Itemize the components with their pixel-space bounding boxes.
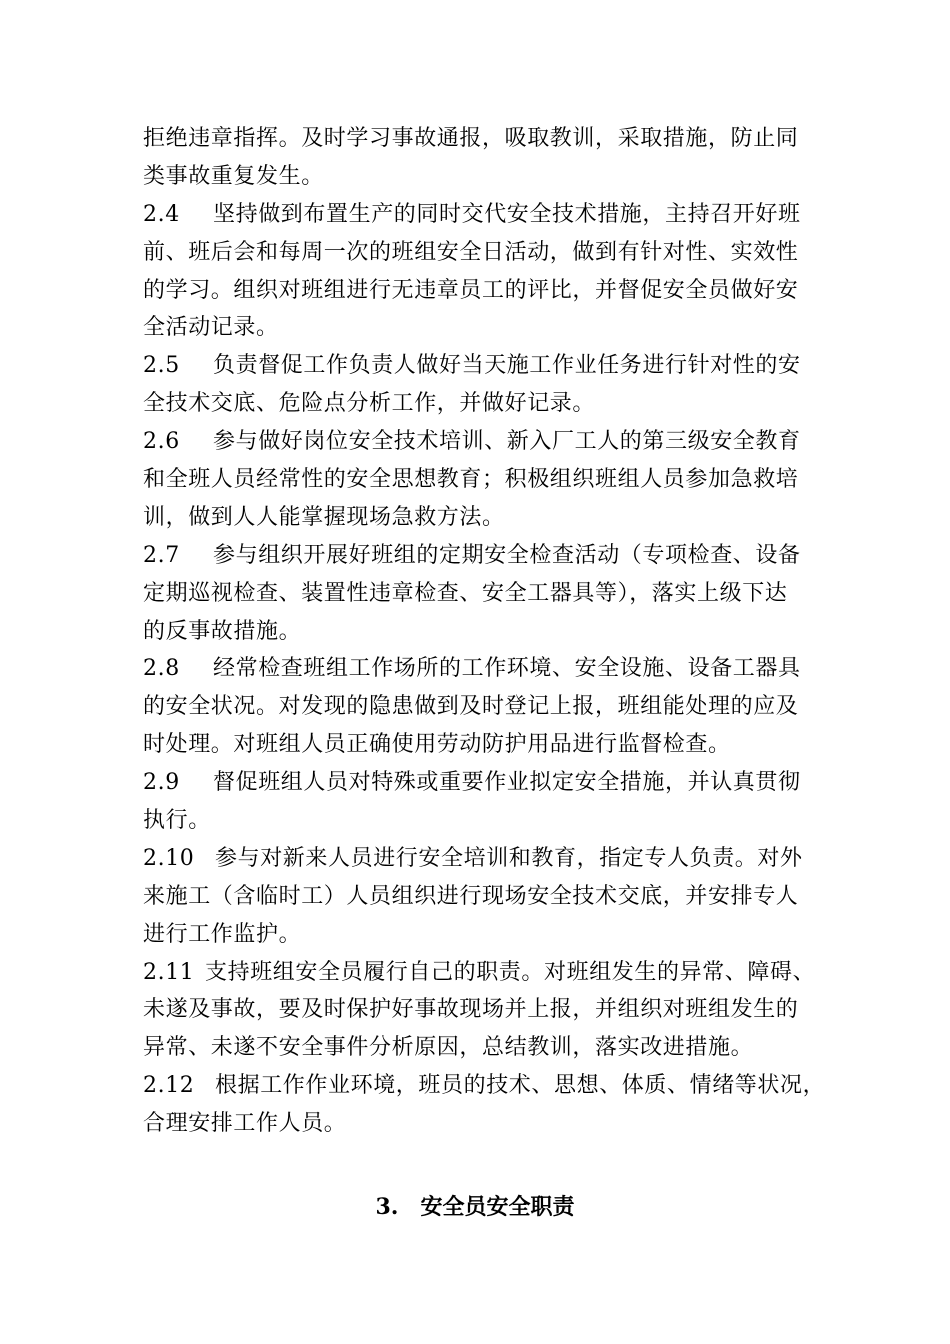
- clause-line: 2.4 坚持做到布置生产的同时交代安全技术措施，主持召开好班: [143, 196, 813, 234]
- clause-line: 2.12 根据工作作业环境，班员的技术、思想、体质、情绪等状况，: [143, 1067, 813, 1105]
- clause-number: 2.10: [143, 845, 195, 871]
- text-line: 异常、未遂不安全事件分析原因，总结教训，落实改进措施。: [143, 1035, 754, 1061]
- clause-line: 2.8 经常检查班组工作场所的工作环境、安全设施、设备工器具: [143, 650, 813, 688]
- clause-number: 2.11: [143, 959, 195, 985]
- clause-number: 2.6: [143, 429, 180, 455]
- clause-line: 2.6 参与做好岗位安全技术培训、新入厂工人的第三级安全教育: [143, 423, 813, 461]
- section-title: 安全员安全职责: [420, 1194, 575, 1220]
- text-line: 未遂及事故，要及时保护好事故现场并上报，并组织对班组发生的: [143, 997, 799, 1023]
- text-line: 来施工（含临时工）人员组织进行现场安全技术交底，并安排专人: [143, 883, 799, 909]
- text-line: 的安全状况。对发现的隐患做到及时登记上报，班组能处理的应及: [143, 694, 799, 720]
- text-line: 时处理。对班组人员正确使用劳动防护用品进行监督检查。: [143, 732, 731, 758]
- clause-number: 2.12: [143, 1073, 195, 1099]
- text-line: 全活动记录。: [143, 315, 279, 341]
- text-line: 和全班人员经常性的安全思想教育；积极组织班组人员参加急救培: [143, 467, 799, 493]
- clause-number: 2.4: [143, 201, 180, 227]
- text-line: 合理安排工作人员。: [143, 1111, 347, 1137]
- section-heading: [0, 1188, 950, 1226]
- clause-number: 2.7: [143, 542, 180, 568]
- text-line: 类事故重复发生。: [143, 163, 324, 189]
- clause-number: 2.8: [143, 656, 180, 682]
- text-line: 训，做到人人能掌握现场急救方法。: [143, 504, 505, 530]
- section-number: 3.: [375, 1194, 399, 1220]
- clause-line: 2.11 支持班组安全员履行自己的职责。对班组发生的异常、障碍、: [143, 954, 813, 992]
- clause-line: 2.7 参与组织开展好班组的定期安全检查活动（专项检查、设备: [143, 537, 813, 575]
- clause-line: 2.9 督促班组人员对特殊或重要作业拟定安全措施，并认真贯彻: [143, 764, 813, 802]
- text-line: 全技术交底、危险点分析工作，并做好记录。: [143, 391, 596, 417]
- text-line: 执行。: [143, 808, 211, 834]
- body-text: [143, 120, 826, 1143]
- text-line: 拒绝违章指挥。及时学习事故通报，吸取教训，采取措施，防止同: [143, 126, 799, 151]
- text-line: 前、班后会和每周一次的班组安全日活动，做到有针对性、实效性: [143, 239, 799, 265]
- clause-number: 2.5: [143, 353, 180, 379]
- clause-line: 2.5 负责督促工作负责人做好当天施工作业任务进行针对性的安: [143, 347, 813, 385]
- text-line: 的反事故措施。: [143, 618, 302, 644]
- text-line: 定期巡视检查、装置性违章检查、安全工器具等），落实上级下达: [143, 580, 788, 606]
- text-line: 进行工作监护。: [143, 921, 302, 947]
- clause-number: 2.9: [143, 770, 180, 796]
- clause-line: 2.10 参与对新来人员进行安全培训和教育，指定专人负责。对外: [143, 840, 813, 878]
- text-line: 的学习。组织对班组进行无违章员工的评比，并督促安全员做好安: [143, 277, 799, 303]
